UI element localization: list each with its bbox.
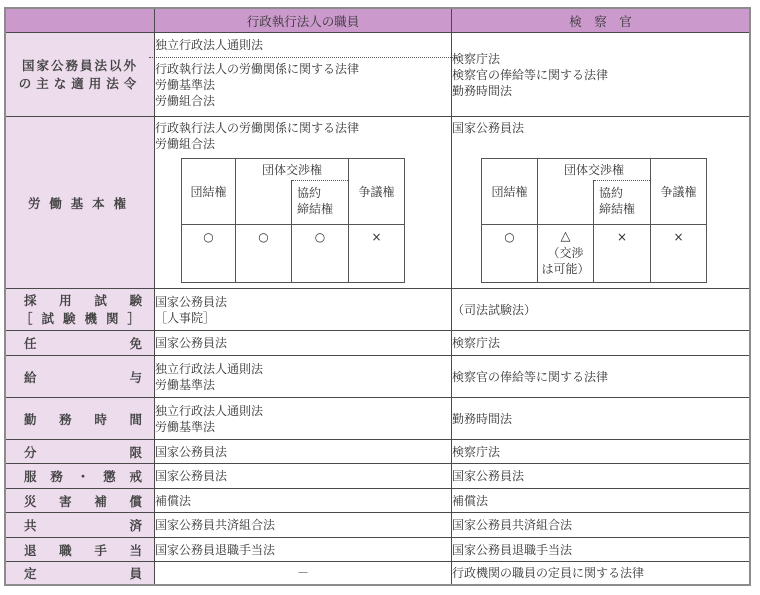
label-char: 本 xyxy=(92,195,105,211)
label-char: 務 xyxy=(50,469,63,484)
label-char: 定 xyxy=(24,566,37,581)
label-char: 権 xyxy=(113,195,126,211)
label-char: 員 xyxy=(129,566,142,581)
row-label-exam xyxy=(6,289,155,331)
subhead-text: 締結権 xyxy=(297,202,334,216)
label-char: 試 xyxy=(41,310,54,326)
cell-prosecutor-salary: 検察官の俸給等に関する法律 xyxy=(452,356,750,398)
label-char: 戒 xyxy=(129,469,142,484)
cell-agency-applicable-laws xyxy=(155,33,452,117)
cell-prosecutor-mutual-aid: 国家公務員共済組合法 xyxy=(452,513,750,538)
cell-prosecutor-exam: （司法試験法） xyxy=(452,289,750,331)
cell-prosecutor-labor-rights xyxy=(452,117,750,289)
law-text: 国家公務員法 xyxy=(452,121,525,135)
label-char: 務 xyxy=(59,411,72,427)
law-text: 独立行政法人通則法 xyxy=(155,38,264,52)
row-label-retirement xyxy=(6,538,155,562)
row-label-applicable-laws xyxy=(6,33,155,117)
label-char: 時 xyxy=(94,411,107,427)
label-char: 間 xyxy=(129,411,142,427)
row-exam xyxy=(6,289,750,331)
header-agency-staff: 行政執行法人の職員 xyxy=(155,9,452,33)
cell-prosecutor-quota: 行政機関の職員の定員に関する法律 xyxy=(452,562,750,585)
row-appointment xyxy=(6,331,750,356)
blank-line xyxy=(452,136,749,152)
cell-prosecutor-applicable-laws xyxy=(452,33,750,117)
label-char: 験 xyxy=(129,292,142,308)
label-char: 償 xyxy=(129,493,142,509)
subhead-organize: 団結権 xyxy=(182,159,236,225)
label-char: 験 xyxy=(62,310,76,326)
label-char: 限 xyxy=(129,444,142,460)
cell-prosecutor-working-hours: 勤務時間法 xyxy=(452,398,750,440)
value-organize: ○ xyxy=(482,225,538,283)
value-bargain xyxy=(538,225,594,283)
cell-agency-working-hours xyxy=(155,398,452,440)
label-char: 害 xyxy=(59,493,72,509)
row-label-accident-compensation xyxy=(6,489,155,513)
law-text: ［人事院］ xyxy=(155,310,216,325)
row-label-working-hours xyxy=(6,398,155,440)
subhead-strike: 争議権 xyxy=(349,159,405,225)
label-char: 働 xyxy=(49,195,62,211)
label-char: 関 xyxy=(105,310,119,326)
label-char: 任 xyxy=(24,336,37,351)
value-agreement: ○ xyxy=(292,225,349,283)
law-text: 検察庁法 xyxy=(452,51,501,66)
subhead-strike: 争議権 xyxy=(651,159,707,225)
cell-agency-exam xyxy=(155,289,452,331)
row-label-discipline xyxy=(6,464,155,489)
label-line: 国家公務員法以外 xyxy=(21,57,138,73)
law-text: 勤務時間法 xyxy=(452,83,513,98)
law-text: 独立行政法人通則法 xyxy=(155,361,264,376)
law-text: 労働基準法 xyxy=(155,78,216,92)
label-char: ］ xyxy=(127,310,140,326)
label-char: 給 xyxy=(24,369,37,385)
labor-rights-subtable-prosecutor xyxy=(481,158,707,283)
cell-agency-labor-rights xyxy=(155,117,452,289)
cell-agency-salary xyxy=(155,356,452,398)
subhead-text: 締結権 xyxy=(599,202,636,216)
label-char: 免 xyxy=(129,336,142,351)
labor-rights-subtable-agency xyxy=(181,158,405,283)
label-char: 共 xyxy=(24,518,37,533)
value-bargain: ○ xyxy=(236,225,292,283)
cell-agency-status: 国家公務員法 xyxy=(155,440,452,464)
row-working-hours xyxy=(6,398,750,440)
label-char: 職 xyxy=(59,542,72,558)
value-note: （交渉 xyxy=(547,246,584,260)
row-accident-compensation xyxy=(6,489,750,513)
row-labor-rights xyxy=(6,117,750,289)
label-char: 服 xyxy=(24,469,37,484)
comparison-table xyxy=(5,8,750,585)
row-retirement xyxy=(6,538,750,562)
subhead-bargain: 団体交渉権 xyxy=(236,159,349,181)
row-salary xyxy=(6,356,750,398)
header-prosecutor: 検 察 官 xyxy=(452,9,750,33)
value-note: は可能） xyxy=(541,262,590,276)
label-char: 労 xyxy=(28,195,41,211)
subhead-organize: 団結権 xyxy=(482,159,538,225)
cell-prosecutor-discipline: 国家公務員法 xyxy=(452,464,750,489)
subhead-agreement xyxy=(594,181,651,225)
row-label-status xyxy=(6,440,155,464)
row-label-quota xyxy=(6,562,155,585)
label-char: 与 xyxy=(129,369,142,385)
law-text: 国家公務員法 xyxy=(155,294,228,309)
label-char: 用 xyxy=(59,292,72,308)
cell-agency-quota: － xyxy=(155,562,452,585)
subhead-agreement xyxy=(292,181,349,225)
label-char: ・ xyxy=(76,469,90,484)
law-text: 労働組合法 xyxy=(155,137,216,151)
row-label-salary xyxy=(6,356,155,398)
value-strike: × xyxy=(349,225,405,283)
row-discipline xyxy=(6,464,750,489)
label-char: 試 xyxy=(94,292,107,308)
label-char: 基 xyxy=(70,195,84,211)
law-text: 労働基準法 xyxy=(155,419,216,434)
label-char: 済 xyxy=(129,518,142,533)
subhead-bargain: 団体交渉権 xyxy=(538,159,651,181)
label-char: ［ xyxy=(20,310,33,326)
cell-prosecutor-status: 検察庁法 xyxy=(452,440,750,464)
row-label-labor-rights xyxy=(6,117,155,289)
law-text: 労働基準法 xyxy=(155,377,216,392)
law-text: 行政執行法人の労働関係に関する法律 xyxy=(155,121,360,135)
cell-agency-appointment: 国家公務員法 xyxy=(155,331,452,356)
header-corner xyxy=(6,9,155,33)
subhead-bargain-blank xyxy=(236,181,292,225)
value-agreement: × xyxy=(594,225,651,283)
row-applicable-laws xyxy=(6,33,750,117)
subhead-text: 協約 xyxy=(599,186,624,200)
cell-agency-accident-compensation: 補償法 xyxy=(155,489,452,513)
label-char: 分 xyxy=(24,444,37,460)
law-text: 検察官の俸給等に関する法律 xyxy=(452,67,609,82)
cell-agency-mutual-aid: 国家公務員共済組合法 xyxy=(155,513,452,538)
value-symbol: △ xyxy=(560,229,571,244)
cell-prosecutor-appointment: 検察庁法 xyxy=(452,331,750,356)
label-char: 手 xyxy=(94,542,107,558)
row-label-appointment xyxy=(6,331,155,356)
dotted-divider xyxy=(149,57,457,58)
label-char: 当 xyxy=(129,542,142,558)
label-char: 機 xyxy=(84,310,97,326)
law-text: 独立行政法人通則法 xyxy=(155,403,264,418)
cell-prosecutor-retirement: 国家公務員退職手当法 xyxy=(452,538,750,562)
label-char: 災 xyxy=(24,493,37,509)
cell-agency-discipline: 国家公務員法 xyxy=(155,464,452,489)
value-strike: × xyxy=(651,225,707,283)
law-text: 行政執行法人の労働関係に関する法律 xyxy=(155,62,360,76)
row-mutual-aid xyxy=(6,513,750,538)
subhead-text: 協約 xyxy=(297,186,322,200)
label-line: の主な適用法令 xyxy=(18,75,142,91)
label-char: 補 xyxy=(94,493,107,509)
label-char: 採 xyxy=(24,292,37,308)
cell-prosecutor-accident-compensation: 補償法 xyxy=(452,489,750,513)
row-status xyxy=(6,440,750,464)
value-organize: ○ xyxy=(182,225,236,283)
row-label-mutual-aid xyxy=(6,513,155,538)
law-text: 労働組合法 xyxy=(155,94,216,108)
label-char: 勤 xyxy=(24,411,37,427)
label-char: 懲 xyxy=(103,469,116,484)
subhead-bargain-blank xyxy=(538,181,594,225)
cell-agency-retirement: 国家公務員退職手当法 xyxy=(155,538,452,562)
row-quota xyxy=(6,562,750,585)
label-char: 退 xyxy=(24,542,37,558)
